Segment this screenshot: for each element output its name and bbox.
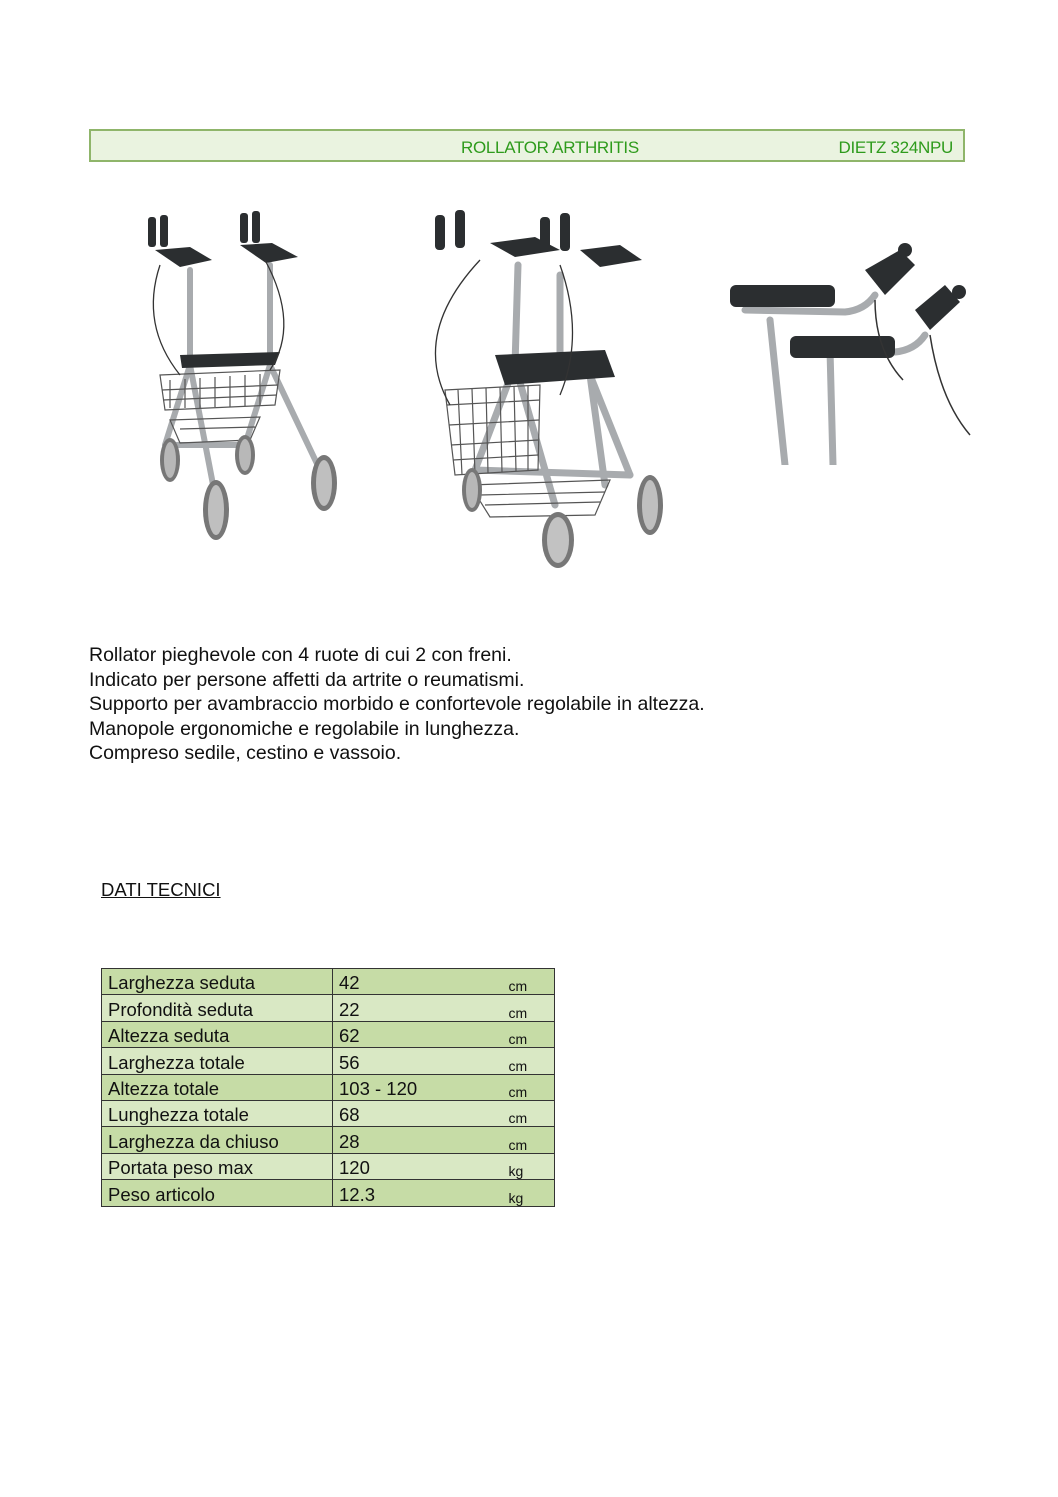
spec-label: Altezza seduta xyxy=(102,1021,333,1047)
spec-value: 42 xyxy=(333,969,503,995)
product-header-bar xyxy=(89,129,965,162)
spec-label: Altezza totale xyxy=(102,1074,333,1100)
specs-table xyxy=(101,968,555,1207)
spec-value: 62 xyxy=(333,1021,503,1047)
spec-unit: kg xyxy=(503,1153,555,1179)
spec-label: Lunghezza totale xyxy=(102,1100,333,1126)
spec-unit: cm xyxy=(503,969,555,995)
table-row xyxy=(102,1100,555,1126)
spec-value: 22 xyxy=(333,995,503,1021)
table-row xyxy=(102,995,555,1021)
specs-title: DATI TECNICI xyxy=(101,879,221,900)
description-line: Supporto per avambraccio morbido e confortevole regolabile in altezza. xyxy=(89,693,705,715)
description-line: Manopole ergonomiche e regolabile in lunghezza. xyxy=(89,717,520,740)
spec-label: Profondità seduta xyxy=(102,995,333,1021)
description-line: Compreso sedile, cestino e vassoio. xyxy=(89,742,402,764)
armrest-detail-photo xyxy=(725,240,980,465)
spec-unit: kg xyxy=(503,1180,555,1206)
spec-label: Larghezza totale xyxy=(102,1048,333,1074)
spec-value: 103 - 120 xyxy=(333,1074,503,1100)
spec-unit: cm xyxy=(503,1021,555,1047)
product-description xyxy=(89,643,705,766)
rollator-photo-angled xyxy=(410,205,685,570)
spec-unit: cm xyxy=(503,995,555,1021)
table-row xyxy=(102,1127,555,1153)
spec-label: Portata peso max xyxy=(102,1153,333,1179)
spec-value: 12.3 xyxy=(333,1180,503,1206)
table-row xyxy=(102,1048,555,1074)
spec-label: Larghezza seduta xyxy=(102,969,333,995)
rollator-photo-front xyxy=(120,205,365,550)
table-row xyxy=(102,1153,555,1179)
spec-unit: cm xyxy=(503,1074,555,1100)
spec-label: Larghezza da chiuso xyxy=(102,1127,333,1153)
spec-unit: cm xyxy=(503,1048,555,1074)
table-row xyxy=(102,969,555,995)
product-title: ROLLATOR ARTHRITIS xyxy=(461,138,639,157)
spec-unit: cm xyxy=(503,1127,555,1153)
spec-value: 56 xyxy=(333,1048,503,1074)
table-row xyxy=(102,1180,555,1206)
spec-value: 28 xyxy=(333,1127,503,1153)
description-line: Rollator pieghevole con 4 ruote di cui 2 con freni. xyxy=(89,644,512,666)
spec-value: 68 xyxy=(333,1100,503,1126)
spec-value: 120 xyxy=(333,1153,503,1179)
spec-label: Peso articolo xyxy=(102,1180,333,1206)
product-code: DIETZ 324NPU xyxy=(838,138,953,157)
table-row xyxy=(102,1021,555,1047)
table-row xyxy=(102,1074,555,1100)
description-line: Indicato per persone affetti da artrite o reumatismi. xyxy=(89,668,525,691)
spec-unit: cm xyxy=(503,1100,555,1126)
